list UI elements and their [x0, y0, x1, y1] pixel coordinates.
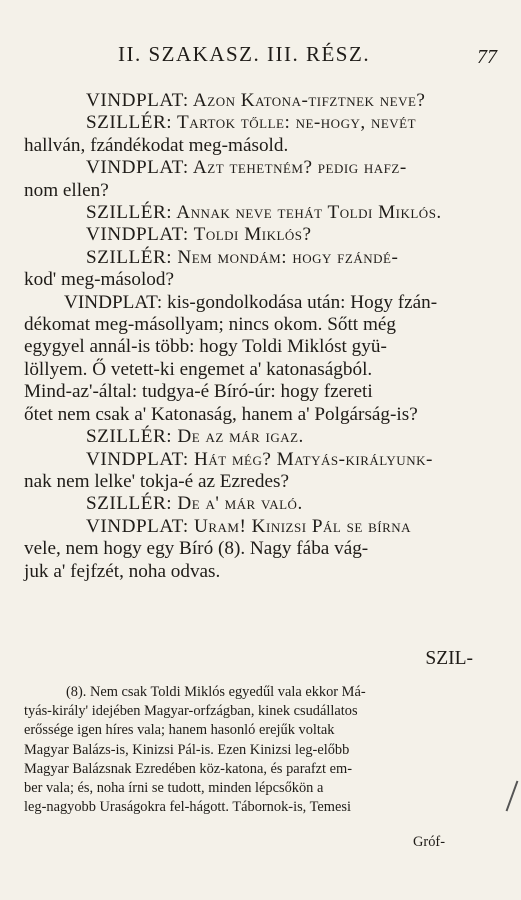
text-line: egygyel annál-is több: hogy Toldi Miklóst gyü-	[24, 336, 387, 358]
text-line: VINDPLAT: Azon Katona-tifztnek neve?	[86, 90, 426, 111]
footnote	[24, 683, 496, 817]
text-line: löllyem. Ő vetett-ki engemet a' katonaságból.	[24, 358, 373, 380]
footnote-line: Magyar Balázsnak Ezredében köz-katona, és parafzt em-	[24, 760, 353, 777]
dialogue-text	[24, 90, 494, 583]
text-line: kod' meg-másolod?	[24, 269, 174, 291]
footnote-line: tyás-király' idejében Magyar-orfzágban, kinek csudállatos	[24, 703, 358, 720]
footnote-line: Magyar Balázs-is, Kinizsi Pál-is. Ezen Kinizsi leg-előbb	[24, 741, 350, 758]
text-line: SZILLÉR: Annak neve tehát Toldi Miklós.	[86, 202, 442, 224]
text-line: hallván, fzándékodat meg-másold.	[24, 134, 289, 156]
text-line: dékomat meg-másollyam; nincs okom. Sőtt még	[24, 314, 396, 336]
text-line: SZILLÉR: De az már igaz.	[86, 426, 304, 448]
text-line: VINDPLAT: kis-gondolkodása után: Hogy fzán-	[64, 291, 438, 313]
text-line: őtet nem csak a' Katonaság, hanem a' Polgárság-is?	[24, 403, 418, 425]
text-line: nak nem lelke' tokja-é az Ezredes?	[24, 470, 290, 492]
text-line: Mind-az'-által: tudgya-é Bíró-úr: hogy fzereti	[24, 381, 373, 403]
text-line: juk a' fejfzét, noha odvas.	[24, 560, 221, 582]
text-line: VINDPLAT: Toldi Miklós?	[86, 224, 312, 246]
text-line: VINDPLAT: Uram! Kinizsi Pál se bírna	[86, 515, 412, 537]
footnote-line: leg-nagyobb Uraságokra fel-hágott. Tábornok-is, Temesi	[24, 799, 351, 816]
page-header	[0, 42, 521, 72]
page-number: 77	[477, 46, 497, 68]
running-head: II. SZAKASZ. III. RÉSZ.	[118, 42, 371, 66]
text-line: SZILLÉR: Nem mondám: hogy fzándé-	[86, 246, 399, 268]
text-line: SZILLÉR: Tartok tőlle: ne-hogy, nevét	[86, 112, 417, 134]
text-line: VINDPLAT: Hát még? Matyás-királyunk-	[86, 448, 433, 470]
text-line: SZILLÉR: De a' már való.	[86, 493, 303, 515]
footnote-catchword: Gróf-	[413, 834, 445, 850]
footnote-line: erőssége igen híres vala; hanem hasonló erejűk voltak	[24, 722, 335, 739]
footnote-line: ber vala; és, noha írni se tudott, minden lépcsőkön a	[24, 780, 324, 797]
margin-pencil-mark	[506, 781, 519, 812]
text-line: VINDPLAT: Azt tehetném? pedig hafz-	[86, 157, 407, 179]
text-line: nom ellen?	[24, 179, 109, 201]
text-line: vele, nem hogy egy Bíró (8). Nagy fába vág-	[24, 538, 369, 560]
catchword: SZIL-	[425, 648, 473, 669]
footnote-line: (8). Nem csak Toldi Miklós egyedűl vala ekkor Má-	[66, 684, 366, 700]
